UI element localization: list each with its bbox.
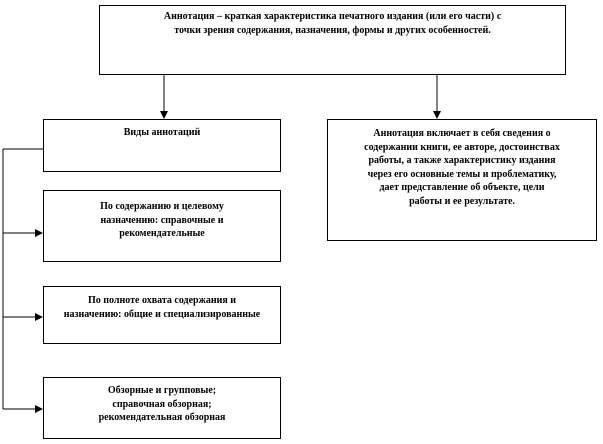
category-line: По содержанию и целевому: [100, 201, 224, 212]
category-box-coverage: [43, 286, 281, 344]
category-line: назначению: общие и специализированные: [63, 308, 261, 320]
category-line: По полноте охвата содержания и: [87, 295, 237, 306]
category-line: Обзорные и групповые;: [107, 385, 217, 396]
annotation-includes-box: [327, 119, 597, 241]
includes-line: работы, а также характеристику издания: [368, 155, 556, 166]
includes-line: дает представление об объекте, цели: [379, 182, 545, 193]
annotation-types-box: [43, 119, 281, 172]
includes-line: Аннотация включает в себя сведения о: [373, 128, 551, 139]
category-line: справочная обзорная;: [112, 398, 212, 410]
includes-line: работы и ее результате.: [409, 195, 515, 207]
types-title: Виды аннотаций: [123, 127, 201, 138]
category-line: назначению: справочные и: [100, 214, 224, 226]
definition-line: точки зрения содержания, назначения, формы и других особенностей.: [174, 24, 491, 36]
definition-box: [99, 5, 566, 75]
includes-line: содержании книги, ее авторе, достоинствах: [364, 141, 560, 153]
category-box-review-group: [43, 377, 281, 439]
category-line: рекомендательная обзорная: [98, 412, 226, 423]
includes-line: через его основные темы и проблематику,: [367, 168, 557, 180]
category-box-content-purpose: [43, 190, 281, 262]
category-line: рекомендательные: [119, 228, 205, 239]
definition-line: Аннотация – краткая характеристика печатного издания (или его части) с: [163, 11, 502, 22]
